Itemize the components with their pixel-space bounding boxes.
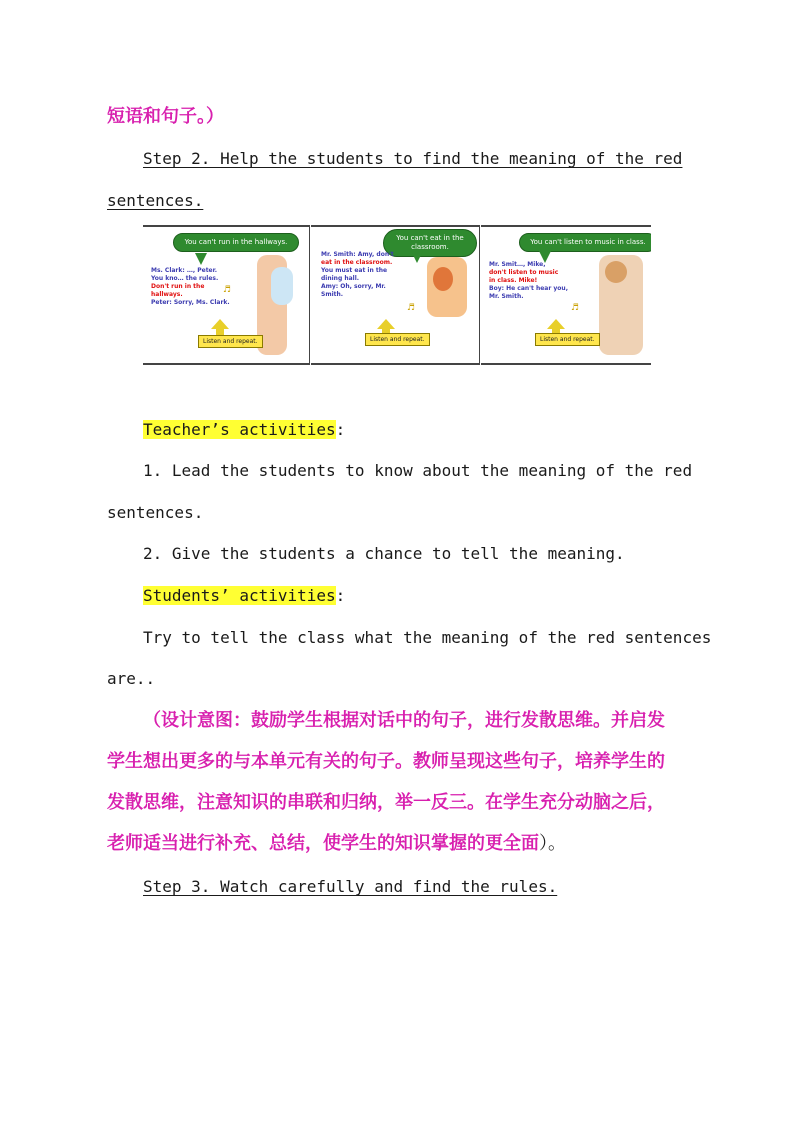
design-intent-line2: 学生想出更多的与本单元有关的句子。教师呈现这些句子，培养学生的 xyxy=(107,751,665,772)
dialogue-text: Ms. Clark: …, Peter. You kno… the rules. Don't run in the hallways. Peter: Sorry, Ms. Clark. xyxy=(151,267,230,306)
students-activities-line2: are.. xyxy=(107,669,156,688)
teacher-item-2: 2. Give the students a chance to tell the meaning. xyxy=(143,544,625,563)
listen-repeat-button[interactable]: Listen and repeat. xyxy=(365,333,430,346)
dialogue-panel-1 xyxy=(143,225,310,365)
students-activities-line1: Try to tell the class what the meaning of the red sentences xyxy=(143,628,712,647)
step2-heading-line1: Step 2. Help the students to find the meaning of the red xyxy=(143,149,683,168)
listen-repeat-button[interactable]: Listen and repeat. xyxy=(198,335,263,348)
step3-heading: Step 3. Watch carefully and find the rules. xyxy=(143,877,558,896)
design-intent-line3: 发散思维，注意知识的串联和归纳，举一反三。在学生充分动脑之后， xyxy=(107,792,665,813)
speech-bubble: You can't listen to music in class. xyxy=(519,233,651,252)
listen-repeat-button[interactable]: Listen and repeat. xyxy=(535,333,600,346)
teacher-item-1-line1: 1. Lead the students to know about the meaning of the red xyxy=(143,461,693,480)
step2-heading-line2: sentences. xyxy=(107,191,204,210)
speech-bubble-tail xyxy=(411,251,423,263)
design-intent-line4: 老师适当进行补充、总结，使学生的知识掌握的更全面）。 xyxy=(107,833,566,854)
boy-illustration xyxy=(605,261,627,283)
dialogue-text: Mr. Smith: Amy, don't eat in the classroom. You must eat in the dining hall. Amy: Oh, sorry, Mr. Smith. xyxy=(321,251,394,298)
dialogue-image-strip xyxy=(143,225,651,363)
design-intent-line1: （设计意图：鼓励学生根据对话中的句子，进行发散思维。并启发 xyxy=(143,710,665,731)
dialogue-text: Mr. Smit…, Mike, don't listen to music in class. Mike! Boy: He can't hear you, Mr. Smith. xyxy=(489,261,568,300)
speech-bubble: You can't run in the hallways. xyxy=(173,233,299,252)
speaker-icon[interactable]: ♬ xyxy=(223,285,232,295)
dialogue-panel-3 xyxy=(481,225,651,365)
speech-bubble: You can't eat in the classroom. xyxy=(383,229,477,257)
speech-bubble-tail xyxy=(195,253,207,265)
intro-chinese-text: 短语和句子。） xyxy=(107,106,224,127)
dialogue-panel-2 xyxy=(311,225,480,365)
girl-illustration xyxy=(433,267,453,291)
teacher-item-1-line2: sentences. xyxy=(107,503,204,522)
students-activities-heading: Students’ activities: xyxy=(143,586,346,605)
teacher-activities-heading: Teacher’s activities: xyxy=(143,420,346,439)
speaker-icon[interactable]: ♬ xyxy=(407,303,416,313)
speaker-icon[interactable]: ♬ xyxy=(571,303,580,313)
student-illustration xyxy=(271,267,293,305)
